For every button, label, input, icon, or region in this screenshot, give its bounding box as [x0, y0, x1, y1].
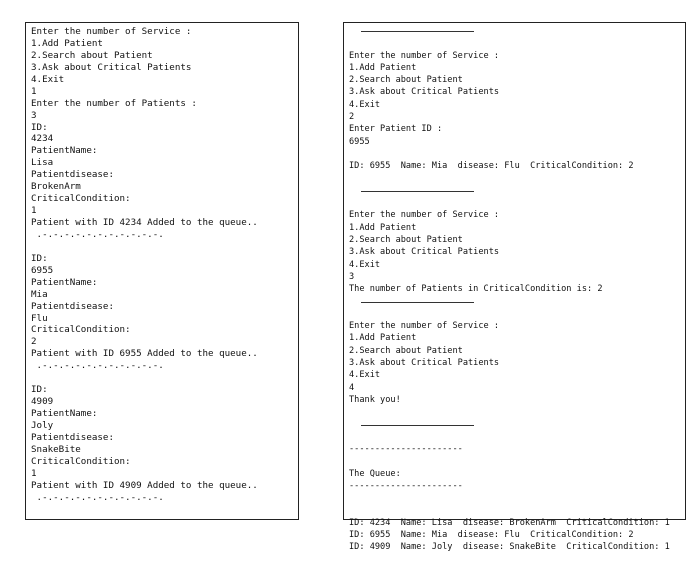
console-line: .-.-.-.-.-.-.-.-.-.-.-.: [31, 491, 164, 503]
console-line: 1.Add Patient: [31, 37, 103, 49]
console-line: 1.Add Patient: [349, 62, 417, 73]
console-line: 4.Exit: [349, 370, 381, 381]
console-line: ----------------------: [349, 480, 463, 491]
console-line: 2.Search about Patient: [349, 235, 463, 246]
console-line: The Queue:: [349, 468, 401, 479]
blank-line: [349, 406, 680, 418]
console-line: Mia: [31, 288, 48, 300]
blank-line: [349, 37, 680, 49]
blank-line: [349, 308, 680, 320]
separator-rule: [349, 296, 680, 308]
left-console-panel: [25, 22, 299, 520]
console-line: Enter the number of Service :: [349, 321, 500, 332]
console-line: ID: 4234 Name: Lisa disease: BrokenArm CriticalCondition: 1: [349, 517, 670, 528]
console-line: Flu: [31, 312, 48, 324]
console-line: CriticalCondition:: [31, 324, 131, 336]
console-line: [31, 241, 293, 253]
separator-rule: [349, 185, 680, 197]
console-line: 4: [349, 382, 355, 393]
console-line: 1.Add Patient: [349, 222, 417, 233]
blank-line: [349, 148, 680, 160]
console-line: 1.Add Patient: [349, 333, 417, 344]
console-line: Patient with ID 4909 Added to the queue..: [31, 479, 258, 491]
console-line: Patientdisease:: [31, 300, 114, 312]
console-line: BrokenArm: [31, 181, 81, 193]
console-line: ID: 6955 Name: Mia disease: Flu CriticalCondition: 2: [349, 161, 634, 172]
console-line: Thank you!: [349, 394, 401, 405]
console-line: 3.Ask about Critical Patients: [349, 247, 500, 258]
blank-line: [349, 173, 680, 185]
console-line: ID:: [31, 121, 48, 133]
console-line: PatientName:: [31, 408, 98, 419]
console-line: .-.-.-.-.-.-.-.-.-.-.-.: [31, 360, 164, 372]
console-line: ID: 6955 Name: Mia disease: Flu CriticalCondition: 2: [349, 530, 634, 541]
console-line: 4.Exit: [31, 73, 65, 85]
console-line: 1: [31, 467, 37, 479]
separator-rule: [349, 419, 680, 431]
right-console-panel: [343, 22, 686, 553]
blank-line: [349, 492, 680, 504]
console-line: Lisa: [31, 157, 54, 169]
console-line: Patientdisease:: [31, 169, 114, 181]
console-line: 4.Exit: [349, 99, 381, 110]
console-line: 4234: [31, 133, 54, 145]
console-line: 4909: [31, 396, 54, 408]
console-line: ----------------------: [349, 444, 463, 455]
blank-line: [349, 455, 680, 467]
console-line: 3: [31, 109, 37, 121]
console-line: ID: 4909 Name: Joly disease: SnakeBite CriticalCondition: 1: [349, 542, 670, 553]
console-line: Enter Patient ID :: [349, 124, 443, 135]
console-line: Joly: [31, 419, 54, 431]
console-line: CriticalCondition:: [31, 455, 131, 467]
console-line: Enter the number of Patients :: [31, 97, 197, 109]
console-line: [31, 372, 293, 384]
console-line: Patient with ID 6955 Added to the queue..: [31, 348, 258, 360]
blank-line: [349, 505, 680, 517]
console-line: PatientName:: [31, 276, 98, 288]
console-line: 3.Ask about Critical Patients: [349, 358, 500, 369]
console-line: 6955: [31, 264, 54, 276]
console-line: Enter the number of Service :: [31, 26, 192, 37]
console-line: Patient with ID 4234 Added to the queue..: [31, 217, 258, 228]
console-line: 1: [31, 205, 37, 217]
console-line: Enter the number of Service :: [349, 210, 500, 221]
console-line: ID:: [31, 384, 48, 396]
blank-line: [349, 197, 680, 209]
console-line: 6955: [349, 136, 370, 147]
console-line: Patientdisease:: [31, 431, 114, 443]
console-line: The number of Patients in CriticalCondition is: 2: [349, 284, 603, 295]
console-line: 3.Ask about Critical Patients: [31, 61, 192, 73]
console-line: 3: [349, 271, 355, 282]
console-line: Enter the number of Service :: [349, 50, 500, 61]
console-line: 1: [31, 85, 37, 97]
console-line: .-.-.-.-.-.-.-.-.-.-.-.: [31, 228, 164, 240]
console-line: 4.Exit: [349, 259, 381, 270]
console-line: 2.Search about Patient: [349, 75, 463, 86]
console-line: 2: [349, 112, 355, 123]
console-line: ID:: [31, 252, 48, 264]
console-line: CriticalCondition:: [31, 193, 131, 205]
console-line: PatientName:: [31, 145, 98, 157]
console-line: 2: [31, 336, 37, 348]
console-line: 2.Search about Patient: [349, 345, 463, 356]
console-line: SnakeBite: [31, 443, 81, 455]
console-line: 3.Ask about Critical Patients: [349, 87, 500, 98]
separator-rule: [349, 25, 680, 37]
console-line: 2.Search about Patient: [31, 49, 153, 61]
blank-line: [349, 431, 680, 443]
